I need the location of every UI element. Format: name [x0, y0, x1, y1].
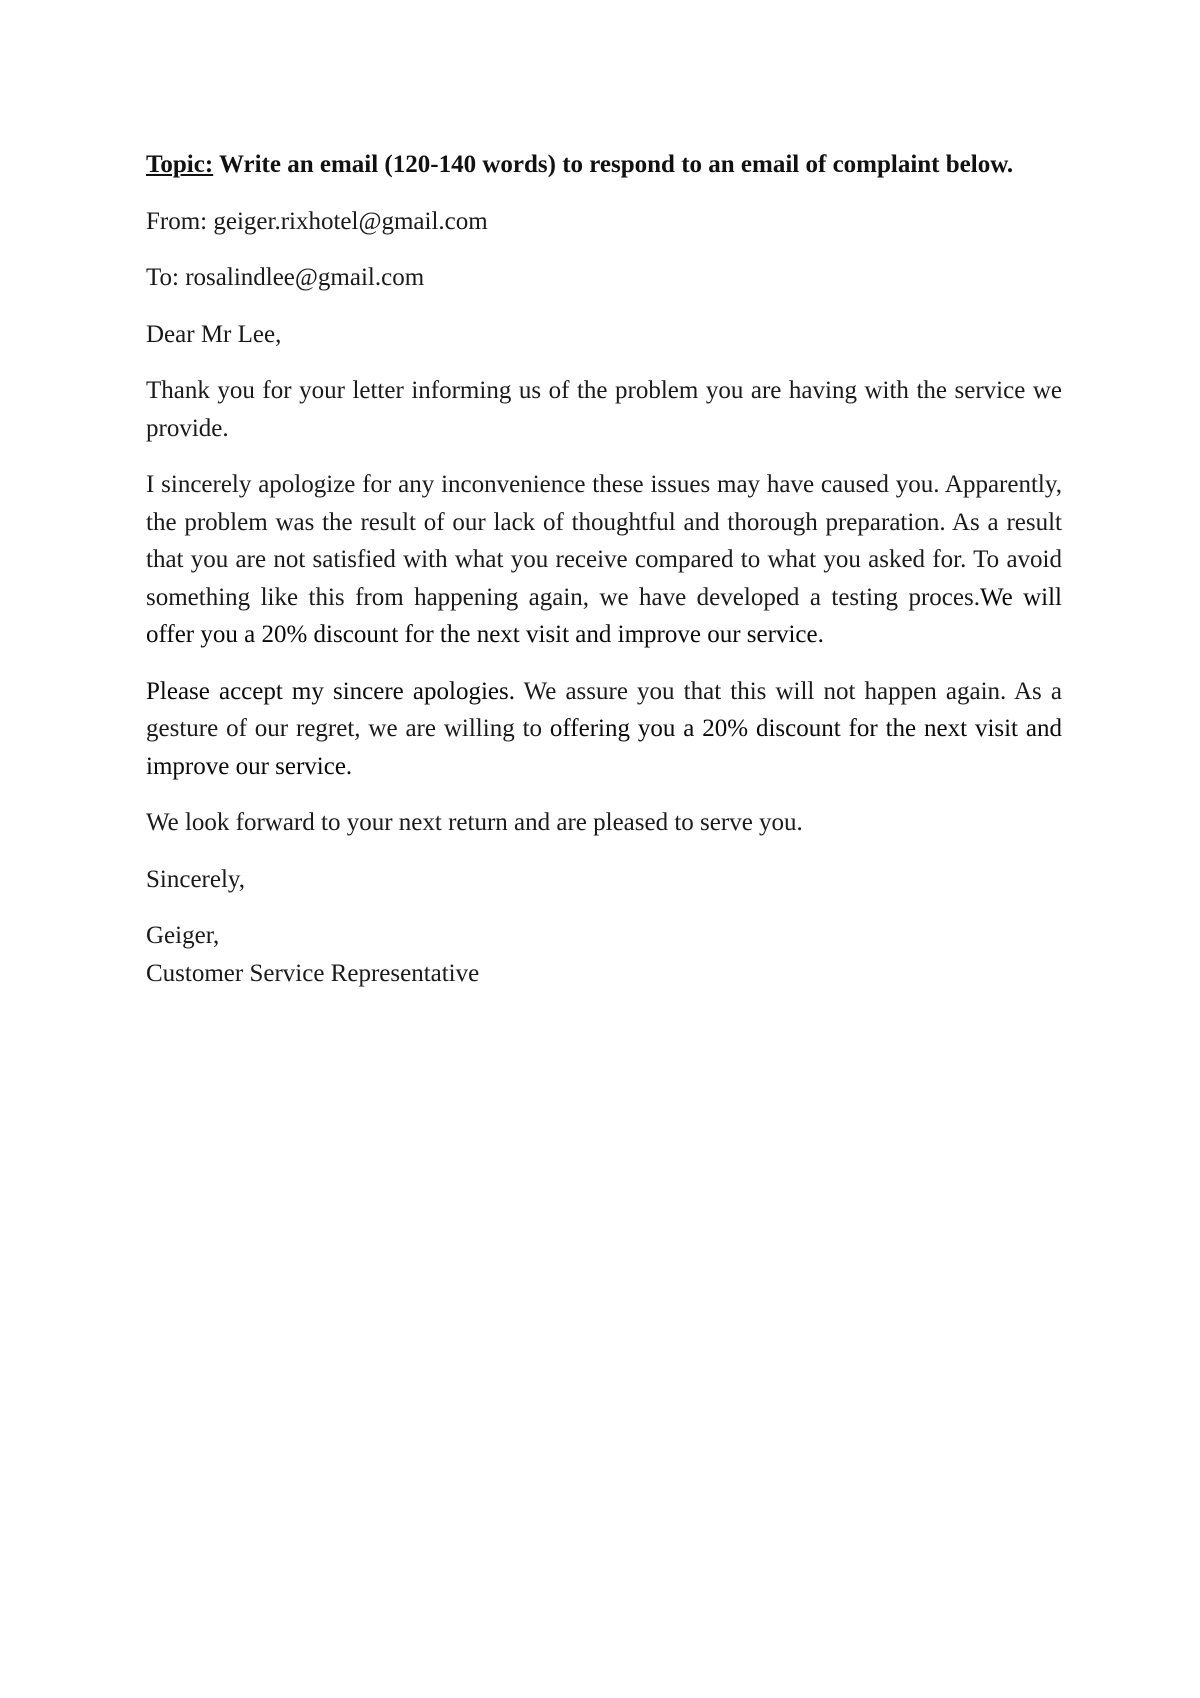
paragraph-apology-text: I sincerely apologize for any inconvenience these issues may have caused you. Apparently, the problem was the result of our lack of thoughtful and thorough preparation. As a result that you are not satisfied with what you receive compared to what you asked for. To avoid something like this from happening again, we have developed a testing proces. [146, 471, 1062, 611]
topic-label: Topic: [146, 151, 214, 178]
paragraph-apology-offer: We will offer you a 20% discount for the next visit and improve our service. [146, 583, 1062, 648]
paragraph-assurance-lead: Please accept my sincere apologies. [146, 677, 515, 705]
email-to: To: rosalindlee@gmail.com [146, 264, 425, 291]
paragraph-assurance-offer: offering you a 20% discount for the next visit and improve our service. [146, 715, 1062, 780]
signature-block [146, 917, 1062, 992]
topic-text: Write an email (120-140 words) to respond to an email of complaint below. [213, 151, 1014, 178]
sign-off: Sincerely, [146, 865, 246, 893]
document-content [146, 146, 1062, 1011]
email-from: From: geiger.rixhotel@gmail.com [146, 207, 488, 235]
paragraph-thanks: Thank you for your letter informing us of the problem you are having with the service we provide. [146, 377, 1062, 442]
paragraph-assurance-text: We assure you that this will not happen again. As a gesture of our regret, we are willing to [146, 677, 1062, 742]
greeting: Dear Mr Lee, [146, 320, 282, 348]
paragraph-assurance [146, 673, 1062, 786]
signature-name: Geiger, [146, 922, 220, 949]
paragraph-closing: We look forward to your next return and are pleased to serve you. [146, 809, 803, 836]
signature-title: Customer Service Representative [146, 959, 480, 987]
paragraph-apology [146, 466, 1062, 654]
topic-heading [146, 146, 1062, 184]
